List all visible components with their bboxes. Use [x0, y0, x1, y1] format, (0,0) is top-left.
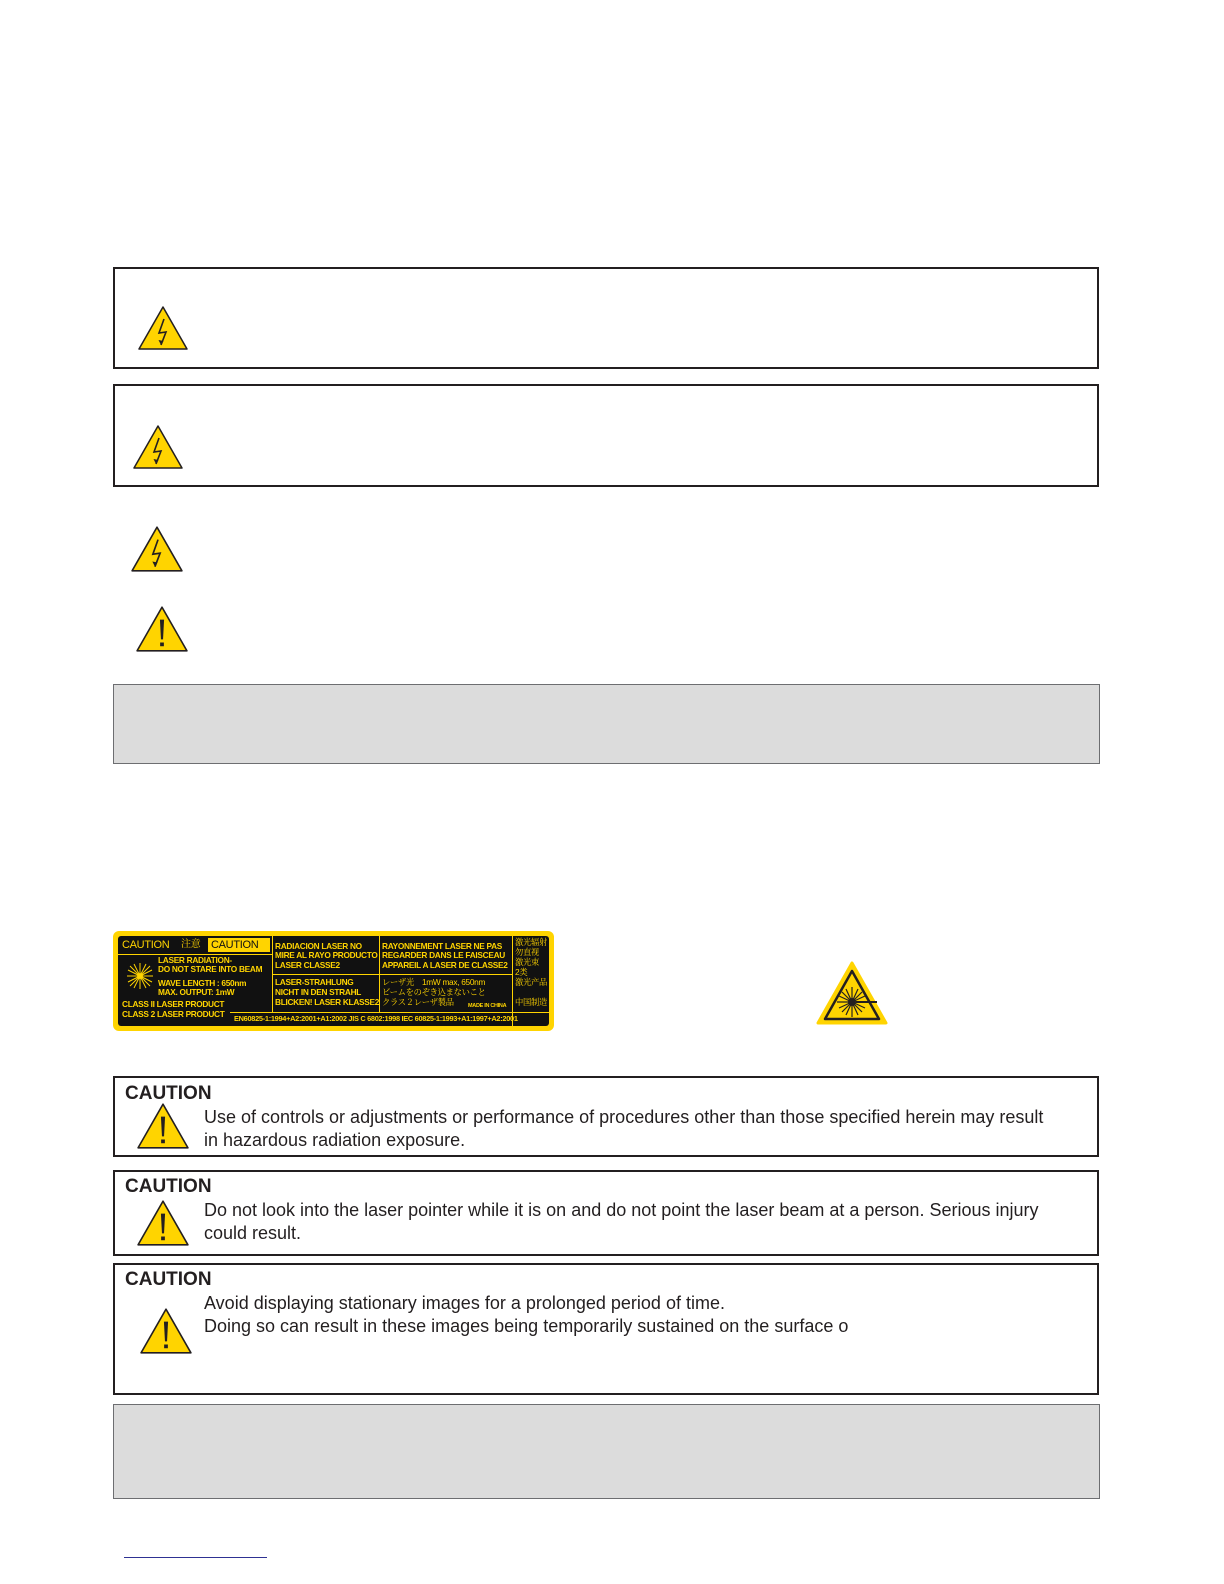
- note-box-2: [113, 1404, 1100, 1499]
- label-cn-line4: 2类: [515, 967, 528, 977]
- label-cn-line5: 激光产品: [515, 977, 547, 987]
- label-es-line1: RADIACION LASER NO: [275, 941, 362, 951]
- caution-line: could result.: [204, 1223, 302, 1243]
- label-en-line2: DO NOT STARE INTO BEAM: [158, 964, 263, 974]
- caution-line: Avoid displaying stationary images for a prolonged period of time.: [204, 1293, 725, 1313]
- label-fr-line2: REGARDER DANS LE FAISCEAU: [382, 950, 505, 960]
- label-en-wave: WAVE LENGTH : 650nm: [158, 978, 247, 988]
- label-en-output: MAX. OUTPUT: 1mW: [158, 987, 235, 997]
- caution-box-3: [113, 1263, 1099, 1395]
- label-de-line2: NICHT IN DEN STRAHL: [275, 987, 362, 997]
- label-fr-line3: APPAREIL A LASER DE CLASSE2: [382, 960, 508, 970]
- label-caution-en-2: CAUTION: [211, 939, 259, 951]
- caution-title: CAUTION: [125, 1269, 212, 1290]
- caution-text: [204, 1106, 1087, 1152]
- laser-caution-label: [113, 931, 554, 1031]
- label-en-class2: CLASS 2 LASER PRODUCT: [122, 1009, 225, 1019]
- caution-text: [204, 1292, 1087, 1338]
- label-jp-line3: クラス２レーザ製品: [382, 997, 454, 1007]
- exclamation-warning-icon: [135, 605, 189, 653]
- label-caution-en: CAUTION: [122, 939, 170, 951]
- caution-line: Doing so can result in these images being temporarily sustained on the surface o: [204, 1316, 849, 1336]
- label-jp-line2: ビームをのぞき込まないこと: [382, 987, 486, 997]
- label-cn-line3: 激光束: [515, 957, 539, 967]
- caution-line: in hazardous radiation exposure.: [204, 1130, 466, 1150]
- laser-warning-icon: [815, 960, 889, 1026]
- label-made-in: MADE IN CHINA: [468, 1003, 507, 1009]
- electric-shock-warning-icon: [132, 424, 184, 470]
- label-de-line1: LASER-STRAHLUNG: [275, 977, 354, 987]
- link-underline[interactable]: [124, 1557, 267, 1558]
- label-en-class1: CLASS II LASER PRODUCT: [122, 999, 225, 1009]
- caution-box-2: [113, 1170, 1099, 1256]
- label-cn-line1: 激光辐射: [515, 937, 547, 947]
- caution-title: CAUTION: [125, 1176, 212, 1197]
- caution-box-1: [113, 1076, 1099, 1157]
- electric-shock-warning-icon: [130, 525, 184, 573]
- caution-title: CAUTION: [125, 1083, 212, 1104]
- label-cn-line6: 中国制造: [515, 997, 547, 1007]
- label-fr-line1: RAYONNEMENT LASER NE PAS: [382, 941, 503, 951]
- electric-shock-warning-icon: [137, 305, 189, 351]
- caution-line: Use of controls or adjustments or performance of procedures other than those specified herein may result: [204, 1107, 1044, 1127]
- label-cn-line2: 勿直视: [515, 947, 539, 957]
- exclamation-warning-icon: [136, 1199, 190, 1247]
- label-en-line1: LASER RADIATION-: [158, 955, 232, 965]
- laser-starburst-icon: [126, 962, 154, 990]
- label-standards: EN60825-1:1994+A2:2001+A1:2002 JIS C 6802:1998 IEC 60825-1:1993+A1:1997+A2:2001: [234, 1014, 518, 1023]
- exclamation-warning-icon: [136, 1102, 190, 1150]
- note-box-1: [113, 684, 1100, 764]
- caution-text: [204, 1199, 1087, 1245]
- exclamation-warning-icon: [139, 1307, 193, 1355]
- label-es-line2: MIRE AL RAYO PRODUCTO: [275, 950, 378, 960]
- label-es-line3: LASER CLASSE2: [275, 960, 340, 970]
- warning-box-2: [113, 384, 1099, 487]
- label-caution-cn: 注意: [181, 939, 201, 950]
- label-jp-line1: レーザ光 1mW max, 650nm: [382, 977, 486, 987]
- warning-box-1: [113, 267, 1099, 369]
- label-de-line3: BLICKEN! LASER KLASSE2: [275, 997, 380, 1007]
- caution-line: Do not look into the laser pointer while it is on and do not point the laser beam at a person. Serious injury: [204, 1200, 1039, 1220]
